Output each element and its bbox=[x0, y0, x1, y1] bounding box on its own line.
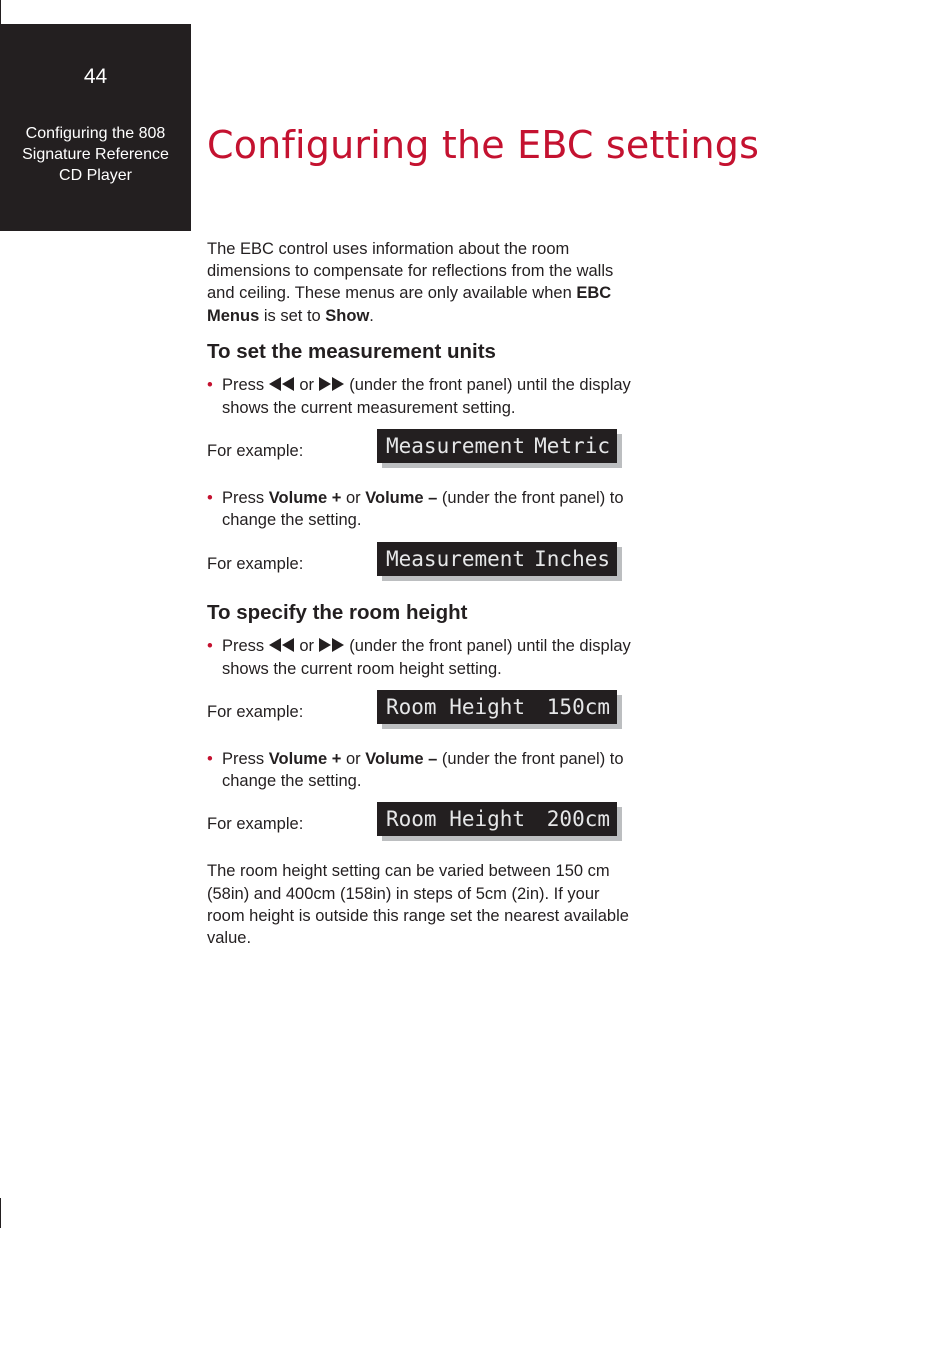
intro-text: . bbox=[369, 306, 374, 325]
lcd-screen bbox=[377, 802, 617, 836]
example-row bbox=[207, 429, 632, 469]
lcd-value: 150cm bbox=[546, 695, 610, 720]
lcd-screen bbox=[377, 690, 617, 724]
step-text: or bbox=[294, 375, 319, 394]
intro-text: is set to bbox=[259, 306, 326, 325]
example-row bbox=[207, 690, 632, 730]
step-change-measurement bbox=[207, 487, 632, 531]
bullet-dot: • bbox=[207, 489, 213, 508]
lcd-value: Metric bbox=[534, 434, 610, 459]
lcd-parameter: Measurement bbox=[386, 546, 526, 571]
volume-up-term: Volume + bbox=[268, 489, 342, 508]
step-text: Press bbox=[222, 375, 269, 394]
step-text: (under the front panel) to change the setting. bbox=[222, 750, 624, 791]
lcd-display bbox=[377, 690, 617, 724]
section-heading-measurement: To set the measurement units bbox=[207, 339, 496, 363]
intro-text: The EBC control uses information about the room dimensions to compensate for reflections from the walls and ceiling. These menus are only available when bbox=[207, 240, 614, 303]
lcd-screen bbox=[377, 429, 617, 463]
lcd-value: 200cm bbox=[546, 807, 610, 832]
page-number: 44 bbox=[83, 65, 108, 88]
bullet-dot: • bbox=[207, 375, 213, 394]
closing-paragraph: The room height setting can be varied between 150 cm (58in) and 400cm (158in) in steps of 5cm (2in). If your room height is outside this range set the nearest available value. bbox=[207, 862, 629, 948]
step-text: or bbox=[341, 750, 366, 769]
lcd-display bbox=[377, 542, 617, 576]
step-text: (under the front panel) to change the setting. bbox=[222, 489, 624, 530]
fast-forward-icon bbox=[319, 375, 345, 397]
example-label: For example: bbox=[207, 554, 304, 573]
lcd-display bbox=[377, 802, 617, 836]
rewind-icon bbox=[269, 375, 295, 397]
fast-forward-icon bbox=[319, 636, 345, 658]
page-title: Configuring the EBC settings bbox=[207, 123, 760, 167]
section-label-line: Configuring the 808 bbox=[25, 125, 166, 142]
step-select-room-height bbox=[207, 635, 632, 680]
intro-paragraph bbox=[207, 238, 632, 327]
rewind-icon bbox=[269, 636, 295, 658]
section-label-line: Signature Reference bbox=[22, 146, 169, 163]
show-term: Show bbox=[325, 306, 370, 325]
lcd-parameter: Measurement bbox=[386, 434, 526, 459]
ebc-menus-term: EBC Menus bbox=[207, 284, 612, 325]
step-text: Press bbox=[222, 636, 269, 655]
example-row bbox=[207, 542, 632, 582]
lcd-display bbox=[377, 429, 617, 463]
crop-mark-bottom bbox=[0, 1198, 1, 1228]
step-select-measurement bbox=[207, 374, 632, 419]
step-text: or bbox=[341, 489, 366, 508]
section-label bbox=[0, 123, 191, 186]
section-label-line: CD Player bbox=[59, 167, 132, 184]
example-label: For example: bbox=[207, 703, 304, 722]
step-text: (under the front panel) until the display shows the current measurement setting. bbox=[222, 375, 631, 418]
volume-down-term: Volume – bbox=[365, 489, 438, 508]
step-change-room-height bbox=[207, 748, 632, 792]
side-tab bbox=[0, 24, 191, 231]
lcd-parameter: Room Height bbox=[386, 695, 526, 720]
lcd-screen bbox=[377, 542, 617, 576]
lcd-value: Inches bbox=[534, 546, 610, 571]
example-row bbox=[207, 802, 632, 842]
step-text: Press bbox=[222, 489, 269, 508]
step-text: Press bbox=[222, 750, 269, 769]
example-label: For example: bbox=[207, 815, 304, 834]
crop-mark-top bbox=[0, 0, 1, 26]
lcd-parameter: Room Height bbox=[386, 807, 526, 832]
bullet-dot: • bbox=[207, 750, 213, 769]
bullet-dot: • bbox=[207, 636, 213, 655]
step-text: (under the front panel) until the display shows the current room height setting. bbox=[222, 636, 631, 678]
step-text: or bbox=[294, 636, 319, 655]
main-content bbox=[207, 238, 632, 949]
volume-up-term: Volume + bbox=[268, 750, 342, 769]
volume-down-term: Volume – bbox=[365, 750, 438, 769]
example-label: For example: bbox=[207, 442, 304, 461]
section-heading-room-height: To specify the room height bbox=[207, 600, 468, 624]
